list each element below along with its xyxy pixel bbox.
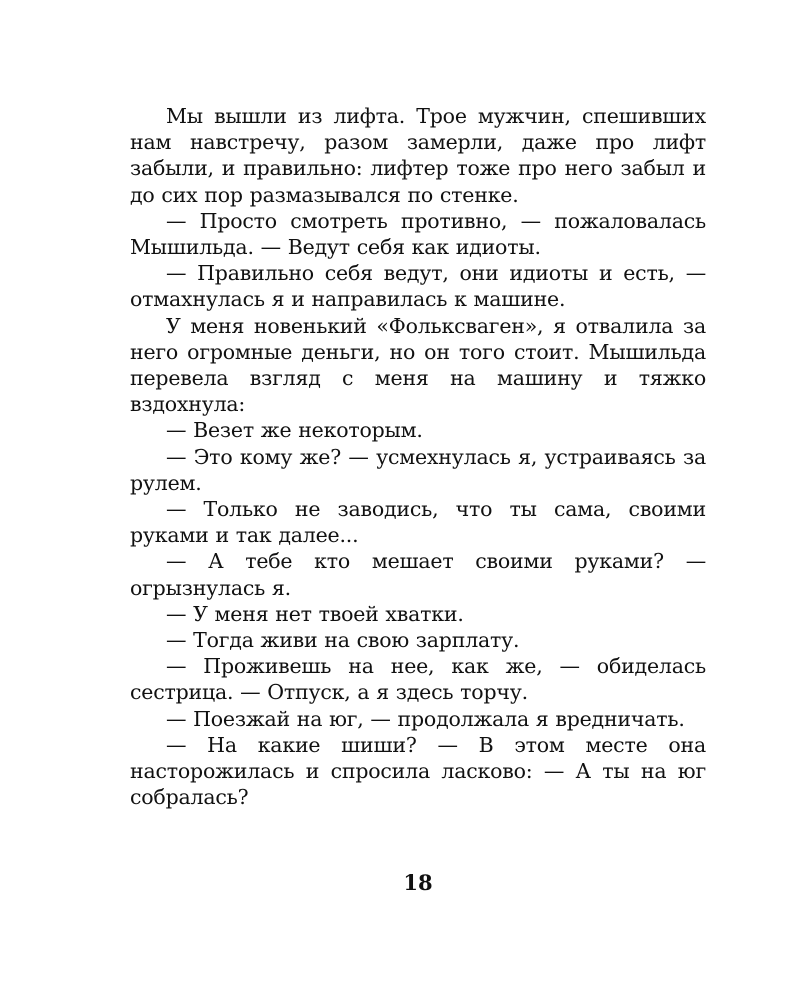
body-text <box>130 103 706 810</box>
paragraph: — А тебе кто мешает своими руками? — огрызнулась я. <box>130 549 706 600</box>
paragraph: Мы вышли из лифта. Трое мужчин, спешивших нам навстречу, разом замерли, даже про лифт забыли, и правильно: лифтер тоже про него забыл и до сих пор размазывался по стенке. <box>130 104 706 207</box>
paragraph: — Тогда живи на свою зарплату. <box>166 628 520 653</box>
paragraph: У меня новенький «Фольксваген», я отвалила за него огромные деньги, но он того стоит. Мышильда перевела взгляд с меня на машину и тяжко вздохнула: <box>130 313 706 417</box>
paragraph: — Правильно себя ведут, они идиоты и есть, — отмахнулась я и направилась к машине. <box>130 261 706 312</box>
paragraph: — Это кому же? — усмехнулась я, устраиваясь за рулем. <box>130 444 706 495</box>
paragraph: — Просто смотреть противно, — пожаловалась Мышильда. — Ведут себя как идиоты. <box>130 208 706 260</box>
paragraph: — Везет же некоторым. <box>166 418 423 443</box>
page-number: 18 <box>403 870 433 895</box>
paragraph: — Только не заводись, что ты сама, своими руками и так далее... <box>130 497 706 548</box>
paragraph: — Проживешь на нее, как же, — обиделась сестрица. — Отпуск, а я здесь торчу. <box>130 654 706 705</box>
paragraph: — У меня нет твоей хватки. <box>166 601 464 626</box>
paragraph: — На какие шиши? — В этом месте она насторожилась и спросила ласково: — А ты на юг собралась? <box>130 732 706 810</box>
paragraph: — Поезжай на юг, — продолжала я вредничать. <box>166 706 685 731</box>
